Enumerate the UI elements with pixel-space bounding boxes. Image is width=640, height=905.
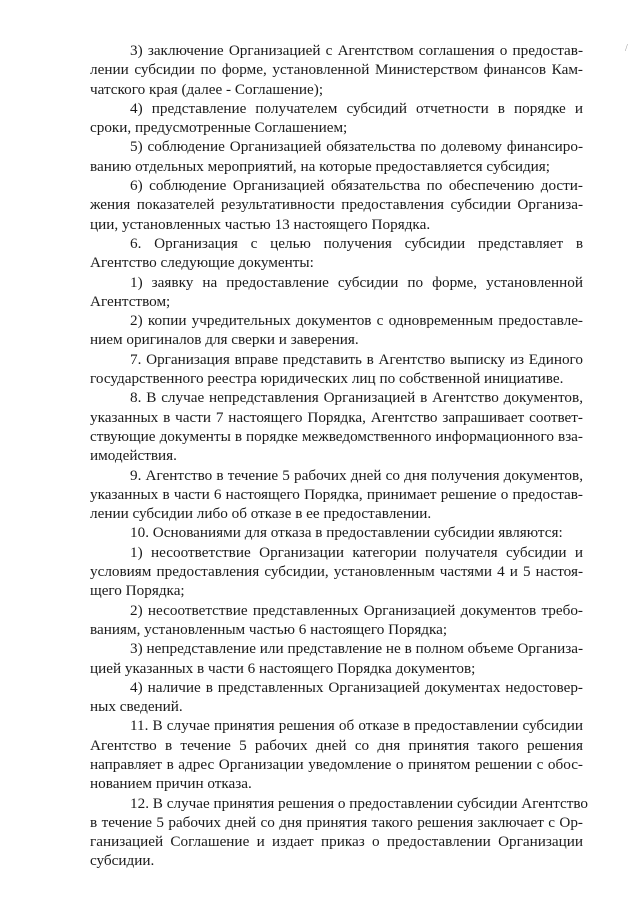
text-line: сроки, предусмотренные Соглашением; bbox=[90, 119, 348, 137]
text-line: направляет в адрес Организации уведомление о принятом решении с обос- bbox=[90, 755, 583, 773]
text-line: 7. Организация вправе представить в Агентство выписку из Единого bbox=[130, 350, 583, 368]
text-line: 2) несоответствие представленных Организацией документов требо- bbox=[130, 601, 583, 619]
text-line: нованием причин отказа. bbox=[90, 775, 252, 793]
text-line: 1) несоответствие Организации категории получателя субсидии и bbox=[130, 543, 583, 561]
text-line: указанных в части 6 настоящего Порядка, принимает решение о предостав- bbox=[90, 485, 583, 503]
text-line: 6. Организация с целью получения субсидии представляет в bbox=[130, 234, 583, 252]
text-line: 10. Основаниями для отказа в предоставлении субсидии являются: bbox=[130, 524, 563, 542]
text-line: 3) заключение Организацией с Агентством соглашения о предостав- bbox=[130, 42, 583, 59]
text-line: 4) наличие в представленных Организацией документах недостовер- bbox=[130, 678, 583, 696]
text-line: ганизацией Соглашение и издает приказ о предоставлении Организации bbox=[90, 833, 583, 851]
text-line: 12. В случае принятия решения о предоставлении субсидии Агентство bbox=[130, 794, 589, 812]
text-line: цией указанных в части 6 настоящего Порядка документов; bbox=[90, 659, 476, 677]
text-line: Агентство в течение 5 рабочих дней со дня принятия такого решения bbox=[90, 736, 583, 754]
text-line: ных сведений. bbox=[90, 698, 183, 716]
text-line: 6) соблюдение Организацией обязательства по обеспечению дости- bbox=[130, 177, 583, 195]
text-line: субсидии. bbox=[90, 852, 155, 870]
text-line: имодействия. bbox=[90, 447, 177, 465]
text-line: 2) копии учредительных документов с одновременным предоставле- bbox=[130, 312, 583, 330]
text-line: 5) соблюдение Организацией обязательства по долевому финансиро- bbox=[130, 138, 583, 156]
document-body bbox=[90, 41, 589, 871]
text-line: 11. В случае принятия решения об отказе в предоставлении субсидии bbox=[130, 717, 583, 735]
text-line: 3) непредставление или представление не в полном объеме Организа- bbox=[130, 640, 583, 658]
margin-mark: / bbox=[625, 43, 628, 54]
text-line: условиям предоставления субсидии, установленным частями 4 и 5 настоя- bbox=[90, 563, 583, 581]
text-line: ванию отдельных мероприятий, на которые предоставляется субсидия; bbox=[90, 157, 551, 175]
text-line: лении субсидии либо об отказе в ее предоставлении. bbox=[90, 505, 432, 523]
text-line: 8. В случае непредставления Организацией в Агентство документов, bbox=[130, 389, 583, 407]
text-line: нием оригиналов для сверки и заверения. bbox=[90, 331, 359, 349]
text-line: Агентством; bbox=[90, 292, 171, 310]
text-line: лении субсидии по форме, установленной Министерством финансов Кам- bbox=[90, 61, 583, 79]
text-line: в течение 5 рабочих дней со дня принятия такого решения заключает с Ор- bbox=[90, 813, 583, 831]
text-line: государственного реестра юридических лиц по собственной инициативе. bbox=[90, 370, 564, 388]
text-line: 9. Агентство в течение 5 рабочих дней со дня получения документов, bbox=[130, 466, 583, 484]
text-line: указанных в части 7 настоящего Порядка, Агентство запрашивает соответ- bbox=[90, 408, 583, 426]
text-line: ствующие документы в порядке межведомственного информационного вза- bbox=[90, 427, 583, 445]
text-line: жения показателей результативности предоставления субсидии Организа- bbox=[90, 196, 583, 214]
text-line: ваниям, установленным частью 6 настоящего Порядка; bbox=[90, 620, 448, 638]
text-line: ции, установленных частью 13 настоящего Порядка. bbox=[90, 215, 431, 233]
text-line: 4) представление получателем субсидий отчетности в порядке и bbox=[130, 99, 583, 117]
text-line: Агентство следующие документы: bbox=[90, 254, 314, 272]
text-line: 1) заявку на предоставление субсидии по форме, установленной bbox=[130, 273, 583, 291]
text-line: чатского края (далее - Соглашение); bbox=[90, 80, 324, 98]
text-line: щего Порядка; bbox=[90, 582, 185, 600]
